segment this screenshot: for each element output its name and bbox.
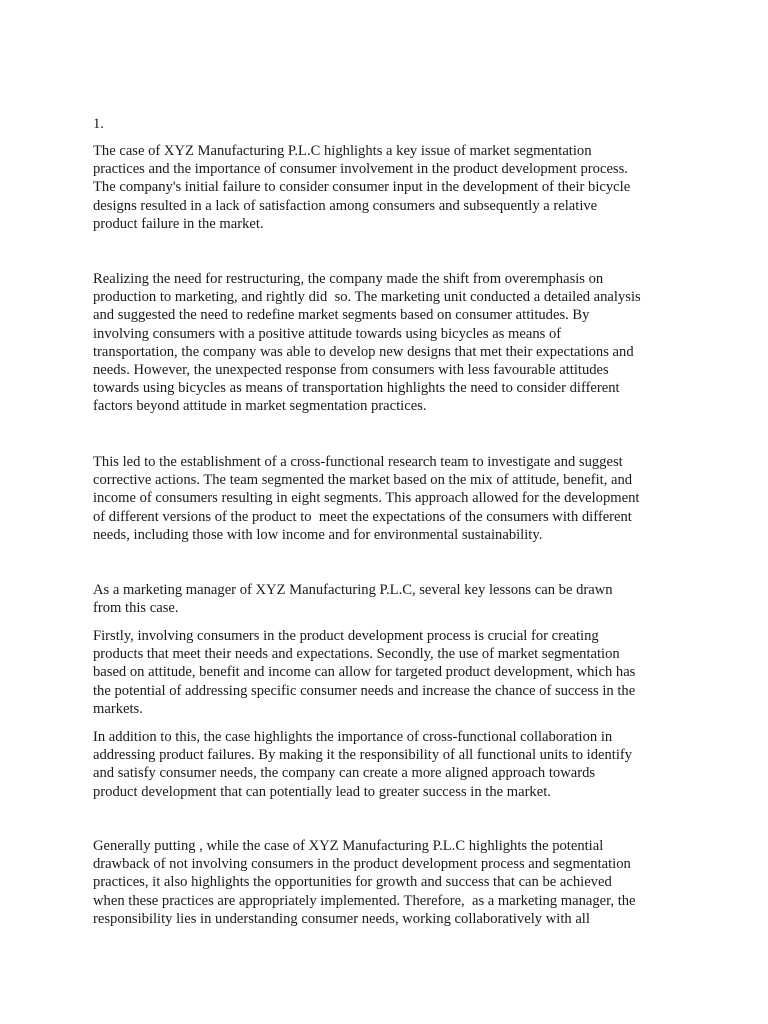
paragraph-6 bbox=[93, 728, 683, 801]
paragraph-line: based on attitude, benefit and income can allow for targeted product development, which has bbox=[93, 664, 636, 681]
paragraph-line: of different versions of the product to meet the expectations of the consumers with different bbox=[93, 508, 632, 525]
paragraph-line: Realizing the need for restructuring, the company made the shift from overemphasis on bbox=[93, 271, 604, 287]
paragraph-line: markets. bbox=[93, 700, 143, 717]
paragraph-3 bbox=[93, 453, 683, 544]
paragraph-line: responsibility lies in understanding consumer needs, working collaboratively with all bbox=[93, 910, 590, 927]
paragraph-line: The case of XYZ Manufacturing P.L.C highlights a key issue of market segmentation bbox=[93, 143, 592, 159]
paragraph-line: practices and the importance of consumer involvement in the product development process. bbox=[93, 161, 628, 178]
paragraph-1 bbox=[93, 142, 683, 233]
section-number-text: 1. bbox=[93, 116, 104, 132]
paragraph-line: transportation, the company was able to develop new designs that met their expectations and bbox=[93, 343, 634, 360]
paragraph-line: towards using bicycles as means of transportation highlights the need to consider different bbox=[93, 380, 620, 397]
section-number bbox=[93, 115, 683, 133]
paragraph-line: drawback of not involving consumers in the product development process and segmentation bbox=[93, 856, 631, 873]
paragraph-line: designs resulted in a lack of satisfaction among consumers and subsequently a relative bbox=[93, 197, 598, 214]
paragraph-line: As a marketing manager of XYZ Manufacturing P.L.C, several key lessons can be drawn bbox=[93, 582, 613, 598]
paragraph-2 bbox=[93, 270, 683, 416]
paragraph-5 bbox=[93, 627, 683, 718]
paragraph-line: Generally putting , while the case of XYZ Manufacturing P.L.C highlights the potential bbox=[93, 838, 604, 854]
paragraph-line: income of consumers resulting in eight segments. This approach allowed for the development bbox=[93, 490, 640, 507]
paragraph-line: and satisfy consumer needs, the company can create a more aligned approach towards bbox=[93, 765, 596, 782]
paragraph-line: the potential of addressing specific consumer needs and increase the chance of success in the bbox=[93, 682, 636, 699]
paragraph-line: factors beyond attitude in market segmentation practices. bbox=[93, 398, 427, 415]
paragraph-line: In addition to this, the case highlights the importance of cross-functional collaboration in bbox=[93, 729, 613, 745]
paragraph-line: corrective actions. The team segmented the market based on the mix of attitude, benefit, and bbox=[93, 472, 633, 489]
paragraph-line: products that meet their needs and expectations. Secondly, the use of market segmentation bbox=[93, 646, 620, 663]
paragraph-line: product failure in the market. bbox=[93, 215, 264, 232]
paragraph-4 bbox=[93, 581, 683, 617]
paragraph-line: production to marketing, and rightly did so. The marketing unit conducted a detailed analysis bbox=[93, 289, 641, 306]
paragraph-line: involving consumers with a positive attitude towards using bicycles as means of bbox=[93, 325, 562, 342]
paragraph-line: product development that can potentially lead to greater success in the market. bbox=[93, 783, 551, 800]
paragraph-line: needs, including those with low income and for environmental sustainability. bbox=[93, 526, 543, 543]
paragraph-line: from this case. bbox=[93, 600, 179, 617]
paragraph-line: when these practices are appropriately implemented. Therefore, as a marketing manager, the bbox=[93, 892, 636, 909]
paragraph-line: practices, it also highlights the opportunities for growth and success that can be achieved bbox=[93, 874, 612, 891]
paragraph-line: The company's initial failure to consider consumer input in the development of their bicycle bbox=[93, 179, 631, 196]
paragraph-line: needs. However, the unexpected response from consumers with less favourable attitudes bbox=[93, 362, 609, 379]
paragraph-7 bbox=[93, 837, 683, 928]
paragraph-line: This led to the establishment of a cross-functional research team to investigate and suggest bbox=[93, 454, 623, 470]
paragraph-line: addressing product failures. By making it the responsibility of all functional units to identify bbox=[93, 747, 633, 764]
paragraph-line: Firstly, involving consumers in the product development process is crucial for creating bbox=[93, 628, 599, 644]
paragraph-line: and suggested the need to redefine market segments based on consumer attitudes. By bbox=[93, 307, 590, 324]
